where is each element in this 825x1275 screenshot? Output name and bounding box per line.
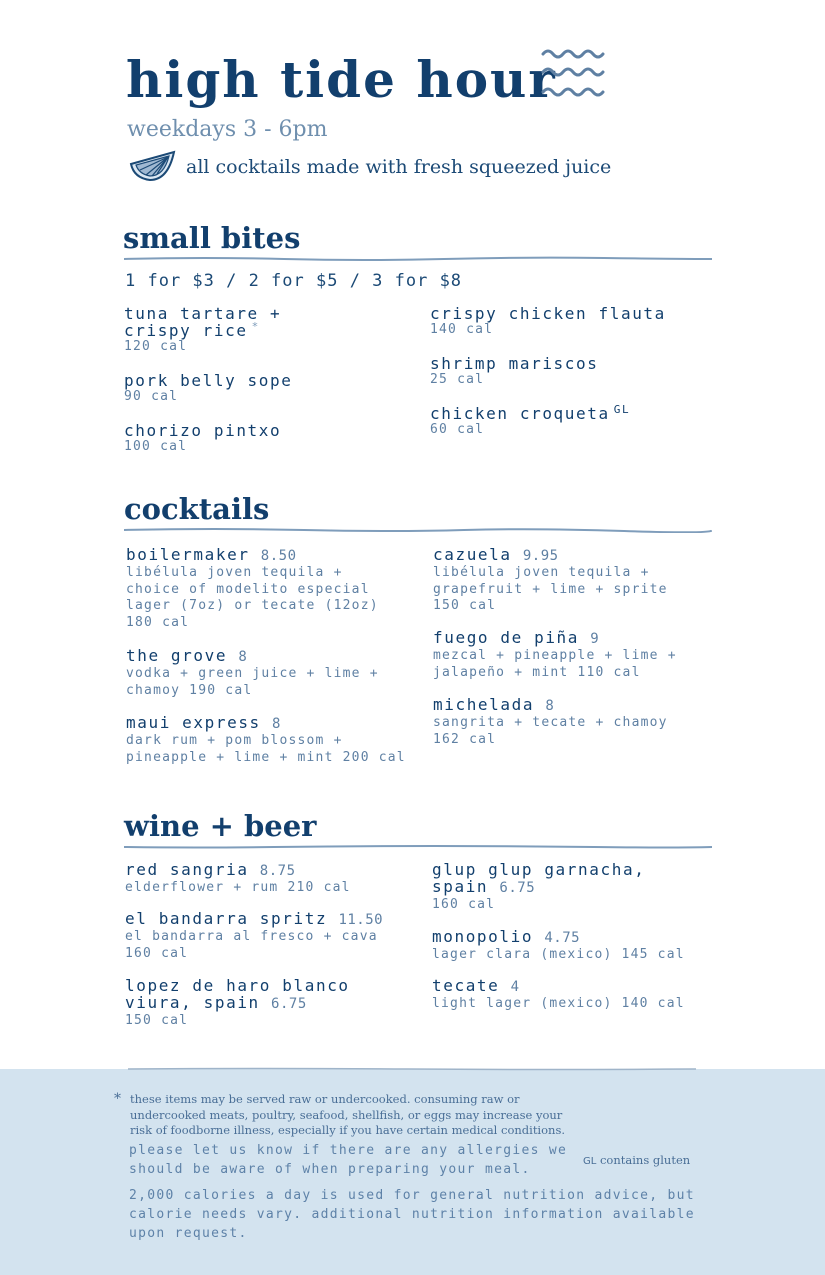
menu-title: high tide hour [126,50,557,109]
item-calories: 90 cal [124,389,179,404]
item-price: 9 [590,631,600,647]
menu-item [430,405,630,439]
item-description: light lager (mexico) 140 cal [432,996,685,1011]
menu-item [126,546,379,631]
item-price: 6.75 [271,996,307,1012]
section-divider [124,844,712,850]
item-description: libélula joven tequila + grapefruit + lime + sprite 150 cal [433,565,668,613]
menu-item [124,372,293,406]
menu-item [433,629,677,681]
item-name: el bandarra spritz 11.50 [125,909,384,928]
item-price: 8.75 [259,863,296,879]
item-name: tuna tartare + crispy rice * [124,304,282,340]
item-name: pork belly sope [124,371,293,390]
menu-item [432,861,645,914]
item-price: 4 [510,979,520,995]
item-name: boilermaker 8.50 [126,545,297,564]
raw-item-mark: * [251,320,260,333]
item-name: crispy chicken flauta [430,304,666,323]
item-calories: 120 cal [124,339,188,354]
section-divider [124,527,712,533]
item-price: 8 [238,649,248,665]
menu-item [433,696,668,748]
item-description: dark rum + pom blossom + pineapple + lime + mint 200 cal [126,733,406,765]
item-price: 4.75 [544,930,581,946]
item-description: 150 cal [125,1013,189,1028]
waves-icon [540,44,612,104]
item-description: libélula joven tequila + choice of modelito especial lager (7oz) or tecate (12oz) 180 cal [126,565,379,630]
lime-wedge-icon [128,148,176,184]
menu-item [124,305,281,356]
menu-item [430,355,599,389]
section-title-wine-beer: wine + beer [124,809,317,843]
item-price: 11.50 [338,912,384,928]
item-name: michelada 8 [433,695,555,714]
section-divider [124,256,712,262]
item-description: el bandarra al fresco + cava 160 cal [125,929,378,961]
menu-item [126,647,379,699]
item-price: 6.75 [499,880,536,896]
item-name: glup glup garnacha, spain 6.75 [432,860,646,896]
small-bites-pricing: 1 for $3 / 2 for $5 / 3 for $8 [125,271,463,291]
item-name: cazuela 9.95 [433,545,559,564]
item-calories: 140 cal [430,322,494,337]
item-name: shrimp mariscos [430,354,599,373]
item-description: sangrita + tecate + chamoy 162 cal [433,715,668,747]
raw-food-warning: these items may be served raw or undercooked. consuming raw or undercooked meats, poultry, seafood, shellfish, or eggs may increase your risk of foodborne illness, especially if you have certain medical conditions. [130,1092,566,1137]
footer-divider [128,1066,696,1072]
menu-item [126,714,406,766]
item-price: 9.95 [522,548,559,564]
nutrition-note: 2,000 calories a day is used for general nutrition advice, but calorie needs vary. additional nutrition information available upon request. [129,1188,695,1241]
item-name: monopolio 4.75 [432,927,581,946]
item-calories: 100 cal [124,439,188,454]
gluten-legend [583,1153,690,1170]
section-title-small-bites: small bites [123,221,301,255]
allergy-note: please let us know if there are any allergies we should be aware of when preparing your meal. [129,1143,568,1177]
gluten-legend-text: contains gluten [599,1153,691,1167]
menu-item [433,546,668,615]
gluten-badge: GL [613,403,631,416]
item-description: elderflower + rum 210 cal [125,880,351,895]
menu-item [430,305,666,339]
item-price: 8 [545,698,555,714]
item-price: 8.50 [260,548,297,564]
item-name: lopez de haro blanco viura, spain 6.75 [125,976,350,1012]
menu-item [125,861,351,897]
item-price: 8 [272,716,281,732]
item-name: maui express 8 [126,713,281,732]
item-name: fuego de piña 9 [433,628,600,647]
fresh-juice-tagline: all cocktails made with fresh squeezed juice [186,156,612,178]
item-name: chicken croqueta $^{GL}$ [430,403,631,423]
item-description: mezcal + pineapple + lime + jalapeño + mint 110 cal [433,648,677,680]
raw-warning-mark: * [114,1091,121,1107]
menu-item [125,977,350,1030]
item-description: vodka + green juice + lime + chamoy 190 cal [126,666,379,698]
menu-item [432,977,685,1013]
item-name: chorizo pintxo [124,421,282,440]
menu-item [432,928,685,964]
item-calories: 60 cal [430,422,485,437]
item-name: tecate 4 [432,976,520,995]
menu-item [124,422,281,456]
menu-item [125,910,383,962]
happy-hour-times: weekdays 3 - 6pm [127,117,328,142]
gluten-legend-key: GL [583,1156,597,1167]
item-name: red sangria 8.75 [125,860,296,879]
item-calories: 25 cal [430,372,485,387]
item-name: the grove 8 [126,646,248,665]
item-description: lager clara (mexico) 145 cal [432,947,685,962]
section-title-cocktails: cocktails [124,492,270,526]
item-description: 160 cal [432,897,496,912]
